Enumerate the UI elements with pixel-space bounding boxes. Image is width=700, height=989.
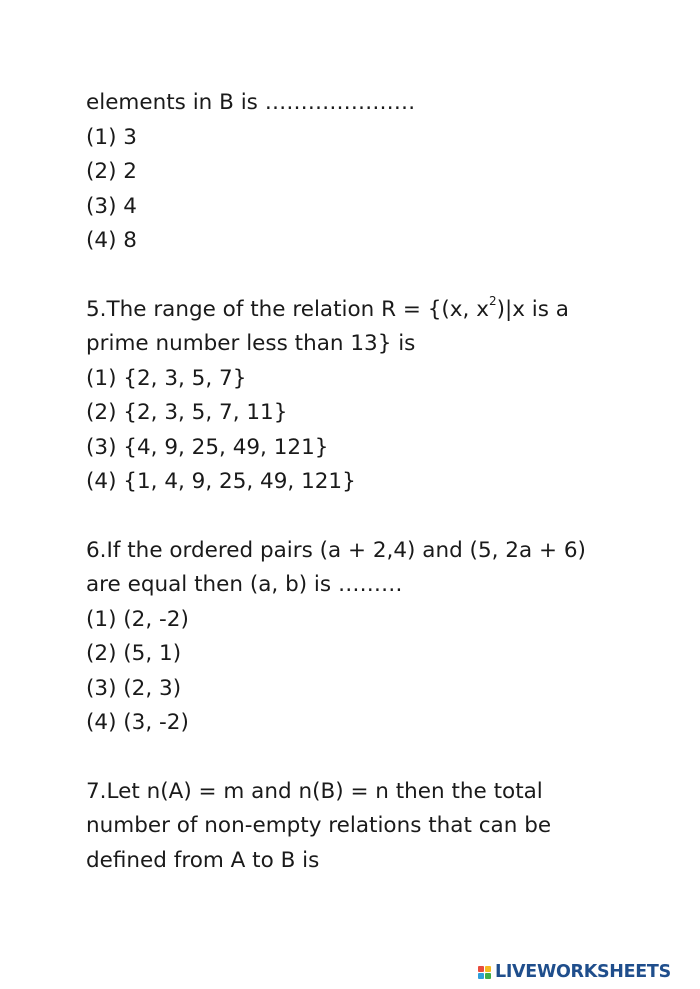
question-4-option-3: (3) 4 [86, 193, 137, 219]
question-5-stem-part: 5.The range of the relation R = {(x, x [86, 296, 489, 322]
worksheet-page [86, 86, 666, 878]
liveworksheets-watermark [478, 962, 671, 982]
question-6-stem-line-2: are equal then (a, b) is ……… [86, 572, 403, 597]
question-7-stem-line-2: number of non-empty relations that can be [86, 813, 552, 838]
question-4-option-1: (1) 3 [86, 124, 137, 150]
question-6-option-1: (1) (2, -2) [86, 606, 189, 632]
question-5-stem-line-2: prime number less than 13} is [86, 331, 416, 356]
question-5-stem-line-1 [86, 293, 666, 328]
question-6-option-4: (4) (3, -2) [86, 710, 189, 735]
question-5-option-4: (4) {1, 4, 9, 25, 49, 121} [86, 469, 356, 494]
question-4-block [86, 86, 666, 259]
question-5-option-1: (1) {2, 3, 5, 7} [86, 365, 247, 391]
question-5-option-3: (3) {4, 9, 25, 49, 121} [86, 434, 329, 460]
question-6-option-3: (3) (2, 3) [86, 675, 182, 701]
watermark-text: LIVEWORKSHEETS [495, 962, 671, 982]
spacer [86, 259, 666, 293]
spacer [86, 741, 666, 775]
question-6-option-2: (2) (5, 1) [86, 641, 182, 666]
question-7-stem-line-1: 7.Let n(A) = m and n(B) = n then the total [86, 778, 543, 804]
question-5-superscript: 2 [488, 294, 497, 309]
liveworksheets-logo-icon [478, 966, 491, 979]
question-5-block [86, 293, 666, 500]
question-6-block [86, 534, 666, 741]
question-4-stem: elements in B is ………………… [86, 90, 416, 115]
question-6-stem-line-1: 6.If the ordered pairs (a + 2,4) and (5, 2a + 6) [86, 537, 586, 563]
question-7-stem-line-3: defined from A to B is [86, 847, 320, 873]
question-5-option-2: (2) {2, 3, 5, 7, 11} [86, 400, 288, 425]
question-5-stem-part: )|x is a [496, 296, 569, 322]
spacer [86, 500, 666, 534]
question-4-option-2: (2) 2 [86, 159, 137, 184]
question-4-option-4: (4) 8 [86, 228, 137, 253]
question-7-block [86, 775, 666, 879]
